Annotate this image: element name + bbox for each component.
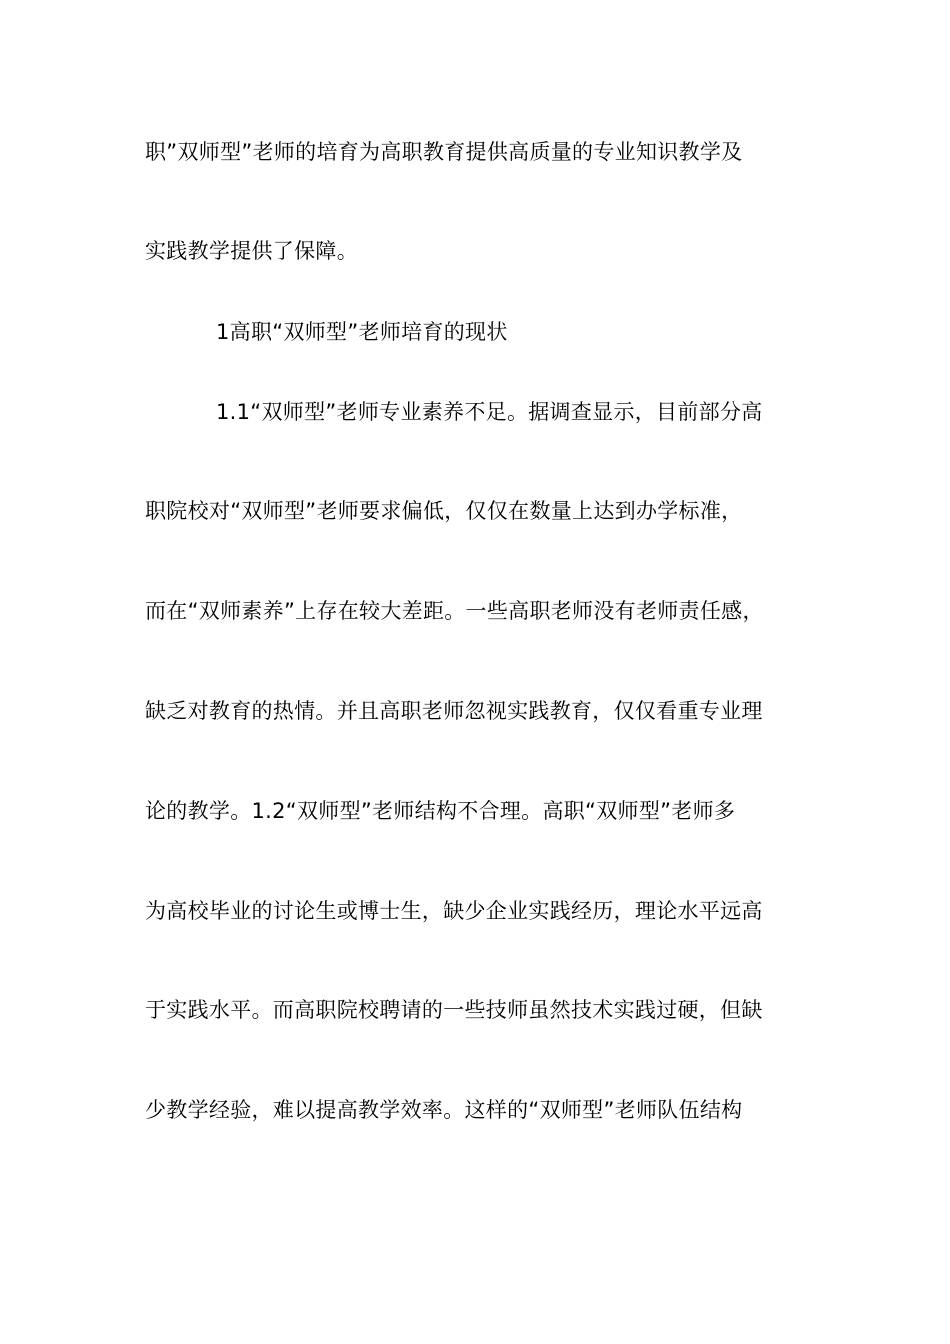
paragraph-line: 缺乏对教育的热情。并且高职老师忽视实践教育，仅仅看重专业理 [145,699,763,723]
paragraph-line: 职”双师型”老师的培育为高职教育提供高质量的专业知识教学及 [145,140,743,164]
paragraph-line: 少教学经验，难以提高教学效率。这样的“双师型”老师队伍结构 [145,1098,743,1122]
paragraph-line: 职院校对“双师型”老师要求偏低，仅仅在数量上达到办学标准， [145,499,743,523]
paragraph-line: 为高校毕业的讨论生或博士生，缺少企业实践经历，理论水平远高 [145,899,763,923]
paragraph-line: 而在“双师素养”上存在较大差距。一些高职老师没有老师责任感， [145,599,764,623]
subsection-first-line: 1.1“双师型”老师专业素养不足。据调查显示，目前部分高 [216,400,763,424]
section-heading: 1高职“双师型”老师培育的现状 [216,320,508,344]
paragraph-line: 于实践水平。而高职院校聘请的一些技师虽然技术实践过硬，但缺 [145,998,763,1022]
paragraph-line: 实践教学提供了保障。 [145,239,358,263]
paragraph-line: 论的教学。1.2“双师型”老师结构不合理。高职“双师型”老师多 [145,799,736,823]
